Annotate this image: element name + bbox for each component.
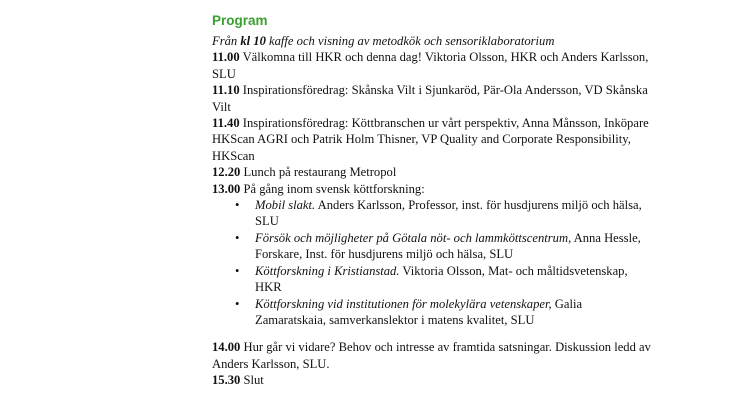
- talk-title: Köttforskning i Kristianstad.: [255, 263, 400, 278]
- talk-detail: , Anna Hessle, Forskare, Inst. för husdjurens miljö och hälsa, SLU: [255, 230, 641, 262]
- intro-prefix: Från: [212, 34, 241, 48]
- agenda-time: 12.20: [212, 165, 241, 180]
- agenda-item: [212, 82, 652, 115]
- agenda-item: [212, 339, 652, 372]
- agenda-text: Hur går vi vidare? Behov och intresse av framtida satsningar. Diskussion ledd av Anders Karlsson, SLU.: [212, 340, 651, 371]
- agenda-time: 14.00: [212, 340, 241, 355]
- talk-list: [212, 197, 652, 328]
- intro-time: kl 10: [240, 34, 266, 48]
- talk-item: [235, 230, 652, 263]
- agenda-time: 11.10: [212, 83, 240, 98]
- talk-title: Försök och möjligheter på Götala nöt- och lammköttscentrum: [255, 230, 569, 245]
- program-document: [212, 11, 652, 389]
- agenda-text: Lunch på restaurang Metropol: [240, 165, 397, 180]
- agenda-item: [212, 372, 652, 388]
- bullet-icon: •: [235, 263, 240, 278]
- talk-title: Köttforskning vid institutionen för molekylära vetenskaper,: [255, 296, 552, 311]
- talk-detail: Galia Zamaratskaia, samverkanslektor i matens kvalitet, SLU: [255, 296, 583, 327]
- intro-suffix: kaffe och visning av metodkök och sensoriklaboratorium: [265, 34, 555, 48]
- agenda-item: [212, 164, 652, 180]
- agenda-text: Inspirationsföredrag: Skånska Vilt i Sjunkaröd, Pär-Ola Andersson, VD Skånska Vilt: [212, 83, 648, 114]
- talk-detail: Anders Karlsson, Professor, inst. för husdjurens miljö och hälsa, SLU: [255, 198, 642, 229]
- talk-detail: Viktoria Olsson, Mat- och måltidsvetenskap, HKR: [255, 263, 628, 295]
- agenda-item: [212, 115, 652, 164]
- agenda-text: Välkomna till HKR och denna dag! Viktoria Olsson, HKR och Anders Karlsson, SLU: [212, 50, 649, 81]
- intro-line: [212, 33, 652, 49]
- agenda-time: 11.00: [212, 50, 240, 65]
- talk-item: [235, 197, 652, 230]
- agenda-time: 13.00: [212, 181, 241, 196]
- agenda-text: På gång inom svensk köttforskning:: [240, 181, 425, 196]
- spacer: [212, 328, 652, 339]
- agenda-text: Inspirationsföredrag: Köttbranschen ur vårt perspektiv, Anna Månsson, Inköpare HKScan AGRI och Patrik Holm Thisner, VP Quality and Corporate Responsibility, HKScan: [212, 116, 649, 163]
- agenda-time: 11.40: [212, 116, 240, 131]
- agenda-time: 15.30: [212, 373, 241, 388]
- agenda-item: [212, 49, 652, 82]
- talk-item: [235, 263, 652, 296]
- talk-item: [235, 296, 652, 329]
- agenda-item: [212, 181, 652, 197]
- bullet-icon: •: [235, 230, 240, 245]
- bullet-icon: •: [235, 198, 240, 213]
- bullet-icon: •: [235, 296, 240, 311]
- talk-title: Mobil slakt.: [255, 198, 316, 213]
- agenda-text: Slut: [240, 373, 264, 388]
- program-heading: Program: [212, 13, 268, 28]
